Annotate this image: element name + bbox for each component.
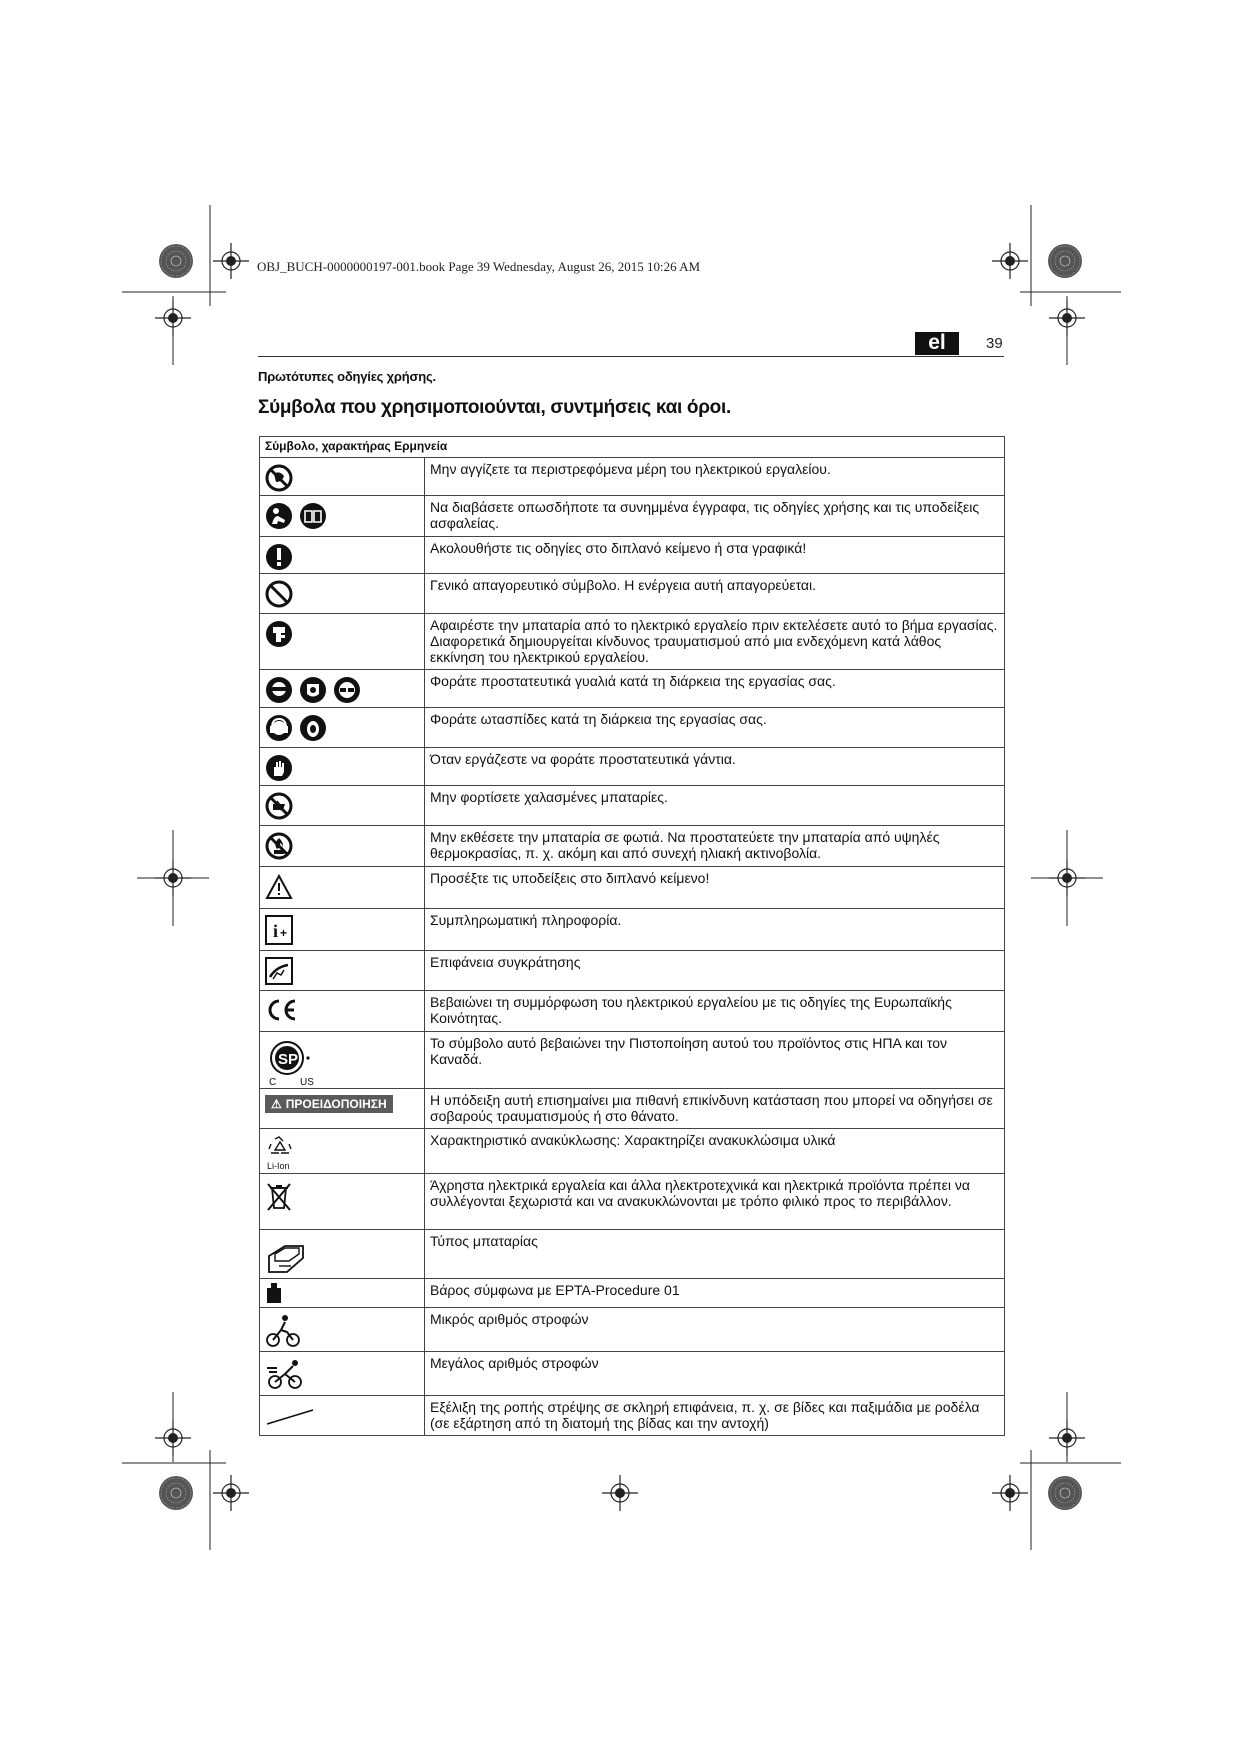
row-description: Να διαβάσετε οπωσδήποτε τα συνημμένα έγγραφα, τις οδηγίες χρήσης και τις υποδείξεις ασφαλείας. xyxy=(425,496,1005,537)
warning-label-icon xyxy=(265,1095,393,1113)
info-plus-icon xyxy=(265,915,293,945)
row-description: Μικρός αριθμός στροφών xyxy=(425,1308,1005,1352)
table-row xyxy=(260,1129,1005,1174)
prohibition-icon xyxy=(265,580,293,608)
svg-text:C: C xyxy=(269,1077,277,1088)
table-row xyxy=(260,458,1005,496)
row-description: Εξέλιξη της ροπής στρέψης σε σκληρή επιφάνεια, π. χ. σε βίδες και παξιμάδια με ροδέλα (σε εξάρτηση από τη διατομή της βίδας και την αντοχή) xyxy=(425,1396,1005,1436)
read-instructions-icon xyxy=(265,502,293,530)
table-row xyxy=(260,496,1005,537)
table-row xyxy=(260,1279,1005,1308)
symbols-table xyxy=(259,436,1005,1436)
table-row xyxy=(260,1174,1005,1230)
language-badge: el xyxy=(915,332,959,355)
table-header: Σύμβολο, χαρακτήρας Ερμηνεία xyxy=(260,437,1005,458)
row-description: Μην αγγίζετε τα περιστρεφόμενα μέρη του ηλεκτρικού εργαλείου. xyxy=(425,458,1005,496)
table-row xyxy=(260,708,1005,748)
crossed-bin-icon xyxy=(265,1180,293,1214)
row-description: Προσέξτε τις υποδείξεις στο διπλανό κείμενο! xyxy=(425,867,1005,909)
grip-surface-icon xyxy=(265,957,293,985)
no-charge-damaged-battery-icon xyxy=(265,792,293,820)
manual-book-icon xyxy=(299,502,327,530)
row-description: Τύπος μπαταρίας xyxy=(425,1230,1005,1279)
svg-text:Li-Ion: Li-Ion xyxy=(267,1161,290,1171)
row-description: Ακολουθήστε τις οδηγίες στο διπλανό κείμενο ή στα γραφικά! xyxy=(425,537,1005,574)
row-description: Όταν εργάζεστε να φοράτε προστατευτικά γάντια. xyxy=(425,748,1005,786)
safety-glasses-icon xyxy=(333,676,361,704)
table-row xyxy=(260,1089,1005,1129)
section-title: Σύμβολα που χρησιμοποιούνται, συντμήσεις και όροι. xyxy=(258,397,731,418)
ce-mark-icon xyxy=(265,997,299,1023)
row-description: Γενικό απαγορευτικό σύμβολο. Η ενέργεια αυτή απαγορεύεται. xyxy=(425,574,1005,614)
table-row xyxy=(260,537,1005,574)
face-shield-icon xyxy=(299,676,327,704)
slow-cyclist-icon xyxy=(265,1314,301,1348)
document-subtitle: Πρωτότυπες οδηγίες χρήσης. xyxy=(258,369,436,384)
row-description: Φοράτε προστατευτικά γυαλιά κατά τη διάρκεια της εργασίας σας. xyxy=(425,670,1005,708)
row-description: Μην φορτίσετε χαλασμένες μπαταρίες. xyxy=(425,786,1005,826)
ear-muffs-icon xyxy=(299,714,327,742)
table-row xyxy=(260,1308,1005,1352)
svg-text:SP: SP xyxy=(278,1051,299,1068)
row-description: Μεγάλος αριθμός στροφών xyxy=(425,1352,1005,1396)
table-row xyxy=(260,1032,1005,1089)
table-row xyxy=(260,951,1005,991)
row-description: Χαρακτηριστικό ανακύκλωσης: Χαρακτηρίζει ανακυκλώσιμα υλικά xyxy=(425,1129,1005,1174)
row-description: Αφαιρέστε την μπαταρία από το ηλεκτρικό εργαλείο πριν εκτελέσετε αυτό το βήμα εργασίας. Διαφορετικά δημιουργείται κίνδυνος τραυματισμού από μια ενδεχόμενη κατά λάθος εκκίνηση του ηλεκτρικού εργαλείου. xyxy=(425,614,1005,670)
header-rule xyxy=(258,356,1004,357)
table-row xyxy=(260,1396,1005,1436)
table-row xyxy=(260,991,1005,1032)
weight-icon xyxy=(265,1282,283,1304)
registration-wheel-icon xyxy=(159,244,193,278)
row-description: Βάρος σύμφωνα με EPTA-Procedure 01 xyxy=(425,1279,1005,1308)
table-row xyxy=(260,1230,1005,1279)
table-row xyxy=(260,748,1005,786)
warning-triangle-small-icon: ⚠ xyxy=(271,1097,282,1111)
svg-text:i: i xyxy=(273,921,279,941)
table-row xyxy=(260,867,1005,909)
gloves-icon xyxy=(265,754,293,782)
table-row xyxy=(260,1352,1005,1396)
recycling-li-ion-icon xyxy=(265,1135,295,1173)
table-row xyxy=(260,909,1005,951)
page-number: 39 xyxy=(986,335,1003,352)
table-row xyxy=(260,670,1005,708)
svg-text:+: + xyxy=(280,926,288,940)
row-description: Το σύμβολο αυτό βεβαιώνει την Πιστοποίηση αυτού του προϊόντος στις ΗΠΑ και τον Καναδά. xyxy=(425,1032,1005,1089)
fast-cyclist-icon xyxy=(265,1358,305,1390)
table-row xyxy=(260,574,1005,614)
row-description: Συμπληρωματική πληροφορία. xyxy=(425,909,1005,951)
row-description: Μην εκθέσετε την μπαταρία σε φωτιά. Να προστατεύετε την μπαταρία από υψηλές θερμοκρασίας, π. χ. ακόμη και από συνεχή ηλιακή ακτινοβολία. xyxy=(425,826,1005,867)
warning-triangle-icon xyxy=(265,873,293,901)
torque-curve-icon xyxy=(265,1402,315,1428)
ear-protection-icon xyxy=(265,714,293,742)
table-row xyxy=(260,786,1005,826)
row-description: Φοράτε ωτασπίδες κατά τη διάρκεια της εργασίας σας. xyxy=(425,708,1005,748)
safety-goggles-icon xyxy=(265,676,293,704)
row-description: Επιφάνεια συγκράτησης xyxy=(425,951,1005,991)
svg-text:US: US xyxy=(300,1077,314,1088)
csa-certification-icon xyxy=(265,1038,325,1088)
battery-pack-icon xyxy=(265,1236,309,1278)
row-description: Άχρηστα ηλεκτρικά εργαλεία και άλλα ηλεκτροτεχνικά και ηλεκτρικά προϊόντα πρέπει να συλλέγονται ξεχωριστά και να ανακυκλώνονται με τρόπο φιλικό προς το περιβάλλον. xyxy=(425,1174,1005,1230)
warning-label-text: ΠΡΟΕΙΔΟΠΟΙΗΣΗ xyxy=(285,1097,387,1111)
row-description: Η υπόδειξη αυτή επισημαίνει μια πιθανή επικίνδυνη κατάσταση που μπορεί να οδηγήσει σε σοβαρούς τραυματισμούς ή στο θάνατο. xyxy=(425,1089,1005,1129)
mandatory-exclamation-icon xyxy=(265,543,293,571)
no-fire-battery-icon xyxy=(265,832,293,860)
no-touch-rotating-icon xyxy=(265,464,293,492)
table-row xyxy=(260,826,1005,867)
print-header: OBJ_BUCH-0000000197-001.book Page 39 Wednesday, August 26, 2015 10:26 AM xyxy=(257,259,701,274)
row-description: Βεβαιώνει τη συμμόρφωση του ηλεκτρικού εργαλείου με τις οδηγίες της Ευρωπαϊκής Κοινότητας. xyxy=(425,991,1005,1032)
table-row xyxy=(260,614,1005,670)
remove-battery-icon xyxy=(265,620,293,648)
